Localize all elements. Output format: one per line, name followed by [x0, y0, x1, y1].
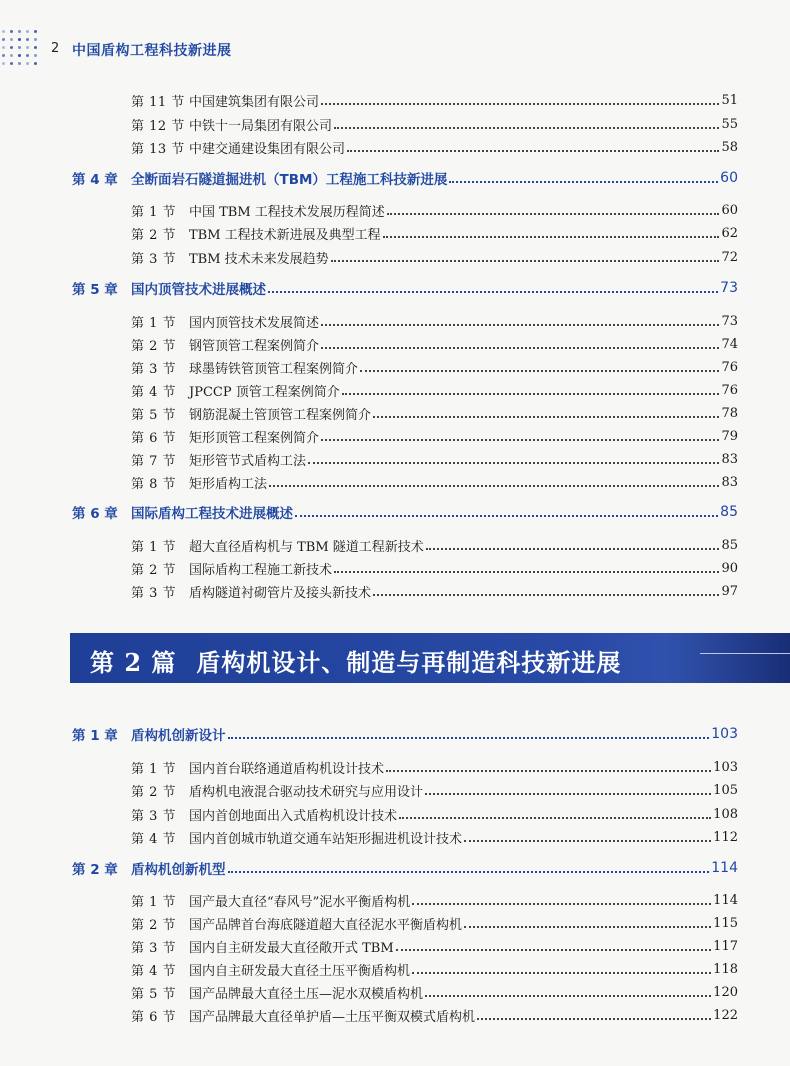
page-ref: 103	[713, 759, 738, 775]
section-number: 第 5 节	[131, 407, 177, 423]
page-ref: 118	[713, 961, 738, 977]
section-title: 超大直径盾构机与 TBM 隧道工程新技术	[189, 539, 424, 555]
page-ref: 62	[721, 225, 738, 241]
toc-section-row[interactable]	[131, 958, 738, 980]
dot	[2, 30, 5, 33]
page-ref: 58	[721, 139, 738, 155]
chapter-title: 国内顶管技术进展概述	[131, 282, 266, 298]
dot	[18, 54, 21, 57]
dot-leader	[321, 103, 719, 105]
part-number: 第 2 篇	[90, 648, 177, 677]
toc-chapter-row[interactable]	[72, 167, 738, 189]
page-ref: 85	[720, 504, 738, 520]
page-header	[0, 0, 790, 70]
page-ref: 117	[713, 938, 738, 954]
dot-leader	[373, 594, 719, 596]
toc-section-row[interactable]	[131, 199, 738, 221]
dot	[18, 46, 21, 49]
section-title: 中国 TBM 工程技术发展历程简述	[189, 204, 385, 220]
page-ref: 83	[721, 474, 738, 490]
section-number: 第 2 节	[131, 562, 177, 578]
toc-section-row[interactable]	[131, 803, 738, 825]
page-ref: 85	[721, 537, 738, 553]
dot-leader	[321, 324, 719, 326]
dot	[34, 62, 37, 65]
page-ref: 78	[721, 405, 738, 421]
section-title: 国内首台联络通道盾构机设计技术	[189, 761, 385, 777]
chapter-number: 第 5 章	[72, 282, 118, 298]
section-number: 第 1 节	[131, 539, 177, 555]
toc-section-row[interactable]	[131, 113, 738, 135]
page-ref: 51	[721, 92, 738, 108]
page-ref: 122	[713, 1007, 738, 1023]
toc-section-row[interactable]	[131, 222, 738, 244]
banner-shadow	[665, 633, 790, 683]
chapter-title: 盾构机创新机型	[131, 862, 226, 878]
dot-leader	[399, 817, 711, 819]
section-number: 第 1 节	[131, 315, 177, 331]
section-title: 国产最大直径“春风号”泥水平衡盾构机	[189, 894, 411, 910]
dot-leader	[268, 291, 718, 293]
dot-leader	[449, 181, 718, 183]
toc-section-row[interactable]	[131, 448, 738, 470]
page-ref: 73	[721, 313, 738, 329]
page-ref: 90	[721, 560, 738, 576]
section-number: 第 3 节	[131, 361, 177, 377]
toc-section-row[interactable]	[131, 333, 738, 355]
page-ref: 114	[713, 892, 738, 908]
dot-leader	[342, 393, 720, 395]
toc-chapter-row[interactable]	[72, 857, 738, 879]
section-title: 钢管顶管工程案例简介	[189, 338, 320, 354]
toc-chapter-row[interactable]	[72, 277, 738, 299]
toc-section-row[interactable]	[131, 246, 738, 268]
toc-chapter-row[interactable]	[72, 501, 738, 523]
page-ref: 112	[713, 829, 738, 845]
dot	[34, 30, 37, 33]
dot-leader	[386, 770, 711, 772]
part-banner	[70, 633, 790, 683]
dot-leader	[334, 571, 719, 573]
page-ref: 73	[720, 280, 738, 296]
toc-section-row[interactable]	[131, 356, 738, 378]
chapter-number: 第 2 章	[72, 862, 118, 878]
page-ref: 79	[721, 428, 738, 444]
toc-section-row[interactable]	[131, 826, 738, 848]
section-number: 第 13 节	[131, 141, 185, 157]
section-title: 国内首创地面出入式盾构机设计技术	[189, 808, 398, 824]
dot	[34, 38, 37, 41]
dot-leader	[464, 926, 711, 928]
toc-section-row[interactable]	[131, 912, 738, 934]
page-number: 2	[51, 41, 60, 56]
chapter-title: 盾构机创新设计	[131, 728, 226, 744]
toc-section-row[interactable]	[131, 889, 738, 911]
dot	[2, 38, 5, 41]
section-number: 第 2 节	[131, 917, 177, 933]
page-ref: 60	[721, 202, 738, 218]
section-title: 矩形顶管工程案例简介	[189, 430, 320, 446]
section-number: 第 12 节	[131, 118, 185, 134]
dot	[34, 54, 37, 57]
page-ref: 115	[713, 915, 738, 931]
section-number: 第 8 节	[131, 476, 177, 492]
section-title: 钢筋混凝土管顶管工程案例简介	[189, 407, 372, 423]
dot	[2, 46, 5, 49]
toc-section-row[interactable]	[131, 402, 738, 424]
toc-section-row[interactable]	[131, 534, 738, 556]
toc-section-row[interactable]	[131, 557, 738, 579]
section-number: 第 11 节	[131, 94, 185, 110]
section-title: 国内自主研发最大直径土压平衡盾构机	[189, 963, 411, 979]
section-number: 第 4 节	[131, 831, 177, 847]
dot	[10, 46, 13, 49]
toc-section-row[interactable]	[131, 136, 738, 158]
section-number: 第 6 节	[131, 1009, 177, 1025]
section-number: 第 7 节	[131, 453, 177, 469]
page-ref: 55	[721, 116, 738, 132]
section-number: 第 1 节	[131, 894, 177, 910]
toc-section-row[interactable]	[131, 779, 738, 801]
dot	[26, 46, 29, 49]
dot	[26, 30, 29, 33]
section-title: 矩形管节式盾构工法	[189, 453, 307, 469]
chapter-number: 第 6 章	[72, 506, 118, 522]
chapter-title: 全断面岩石隧道掘进机（TBM）工程施工科技新进展	[131, 172, 448, 188]
dot-leader	[295, 515, 718, 517]
section-title: 中建交通建设集团有限公司	[189, 141, 346, 157]
page-ref: 83	[721, 451, 738, 467]
dot	[34, 46, 37, 49]
part-heading	[90, 643, 621, 678]
section-number: 第 1 节	[131, 204, 177, 220]
part-title: 盾构机设计、制造与再制造科技新进展	[196, 648, 622, 677]
toc-section-row[interactable]	[131, 756, 738, 778]
section-title: 中国建筑集团有限公司	[189, 94, 320, 110]
toc-section-row[interactable]	[131, 379, 738, 401]
dot-leader	[360, 370, 719, 372]
toc-section-row[interactable]	[131, 471, 738, 493]
page-ref: 103	[711, 726, 738, 742]
section-title: 国内顶管技术发展简述	[189, 315, 320, 331]
section-number: 第 3 节	[131, 808, 177, 824]
toc-section-row[interactable]	[131, 310, 738, 332]
section-title: 球墨铸铁管顶管工程案例简介	[189, 361, 359, 377]
page-ref: 72	[721, 249, 738, 265]
section-number: 第 2 节	[131, 227, 177, 243]
dot	[2, 62, 5, 65]
dot-leader	[228, 871, 710, 873]
dot-leader	[347, 150, 719, 152]
dot-leader	[308, 462, 719, 464]
dot	[18, 62, 21, 65]
toc-section-row[interactable]	[131, 1004, 738, 1026]
dot-leader	[412, 903, 711, 905]
section-title: 国产品牌最大直径土压—泥水双模盾构机	[189, 986, 424, 1002]
chapter-title: 国际盾构工程技术进展概述	[131, 506, 293, 522]
dot-leader	[321, 439, 719, 441]
section-title: JPCCP 顶管工程案例简介	[189, 384, 340, 400]
running-title: 中国盾构工程科技新进展	[72, 43, 232, 59]
toc-section-row[interactable]	[131, 89, 738, 111]
section-number: 第 2 节	[131, 784, 177, 800]
section-title: 盾构机电液混合驱动技术研究与应用设计	[189, 784, 424, 800]
dot-leader	[321, 347, 719, 349]
page-ref: 105	[713, 782, 738, 798]
page-ref: 76	[721, 359, 738, 375]
section-title: TBM 技术未来发展趋势	[189, 251, 329, 267]
dot-leader	[373, 416, 719, 418]
section-number: 第 5 节	[131, 986, 177, 1002]
page-ref: 114	[711, 860, 738, 876]
section-number: 第 2 节	[131, 338, 177, 354]
section-title: 国产品牌最大直径单护盾—土压平衡双模式盾构机	[189, 1009, 476, 1025]
page-ref: 97	[721, 583, 738, 599]
dot-leader	[383, 236, 720, 238]
section-number: 第 4 节	[131, 963, 177, 979]
dot-leader	[477, 1018, 711, 1020]
section-title: 国产品牌首台海底隧道超大直径泥水平衡盾构机	[189, 917, 463, 933]
dot	[18, 30, 21, 33]
dot-leader	[425, 995, 711, 997]
page-ref: 120	[713, 984, 738, 1000]
dot	[10, 54, 13, 57]
decorative-dots-icon	[2, 30, 42, 70]
page-ref: 74	[721, 336, 738, 352]
dot	[10, 30, 13, 33]
dot	[26, 54, 29, 57]
section-title: 国际盾构工程施工新技术	[189, 562, 333, 578]
section-title: 国内首创城市轨道交通车站矩形掘进机设计技术	[189, 831, 463, 847]
toc-section-row[interactable]	[131, 425, 738, 447]
section-number: 第 3 节	[131, 940, 177, 956]
chapter-number: 第 4 章	[72, 172, 118, 188]
section-number: 第 6 节	[131, 430, 177, 446]
dot	[10, 38, 13, 41]
dot-leader	[334, 127, 719, 129]
dot-leader	[412, 972, 711, 974]
section-title: 矩形盾构工法	[189, 476, 268, 492]
dot	[18, 38, 21, 41]
dot-leader	[387, 213, 720, 215]
section-number: 第 4 节	[131, 384, 177, 400]
section-number: 第 1 节	[131, 761, 177, 777]
toc-chapter-row[interactable]	[72, 723, 738, 745]
dot-leader	[464, 840, 711, 842]
section-title: 中铁十一局集团有限公司	[189, 118, 333, 134]
page-ref: 60	[720, 170, 738, 186]
dot-leader	[425, 793, 711, 795]
page-ref: 76	[721, 382, 738, 398]
banner-line	[700, 653, 790, 654]
toc-section-row[interactable]	[131, 981, 738, 1003]
dot	[10, 62, 13, 65]
section-title: 盾构隧道衬砌管片及接头新技术	[189, 585, 372, 601]
dot-leader	[228, 737, 710, 739]
dot	[26, 38, 29, 41]
page-ref: 108	[713, 806, 738, 822]
dot	[2, 54, 5, 57]
section-title: 国内自主研发最大直径敞开式 TBM	[189, 940, 394, 956]
section-title: TBM 工程技术新进展及典型工程	[189, 227, 381, 243]
dot	[26, 62, 29, 65]
chapter-number: 第 1 章	[72, 728, 118, 744]
dot-leader	[396, 949, 712, 951]
dot-leader	[331, 260, 720, 262]
toc-section-row[interactable]	[131, 935, 738, 957]
dot-leader	[269, 485, 719, 487]
section-number: 第 3 节	[131, 251, 177, 267]
toc-section-row[interactable]	[131, 580, 738, 602]
section-number: 第 3 节	[131, 585, 177, 601]
dot-leader	[426, 548, 720, 550]
